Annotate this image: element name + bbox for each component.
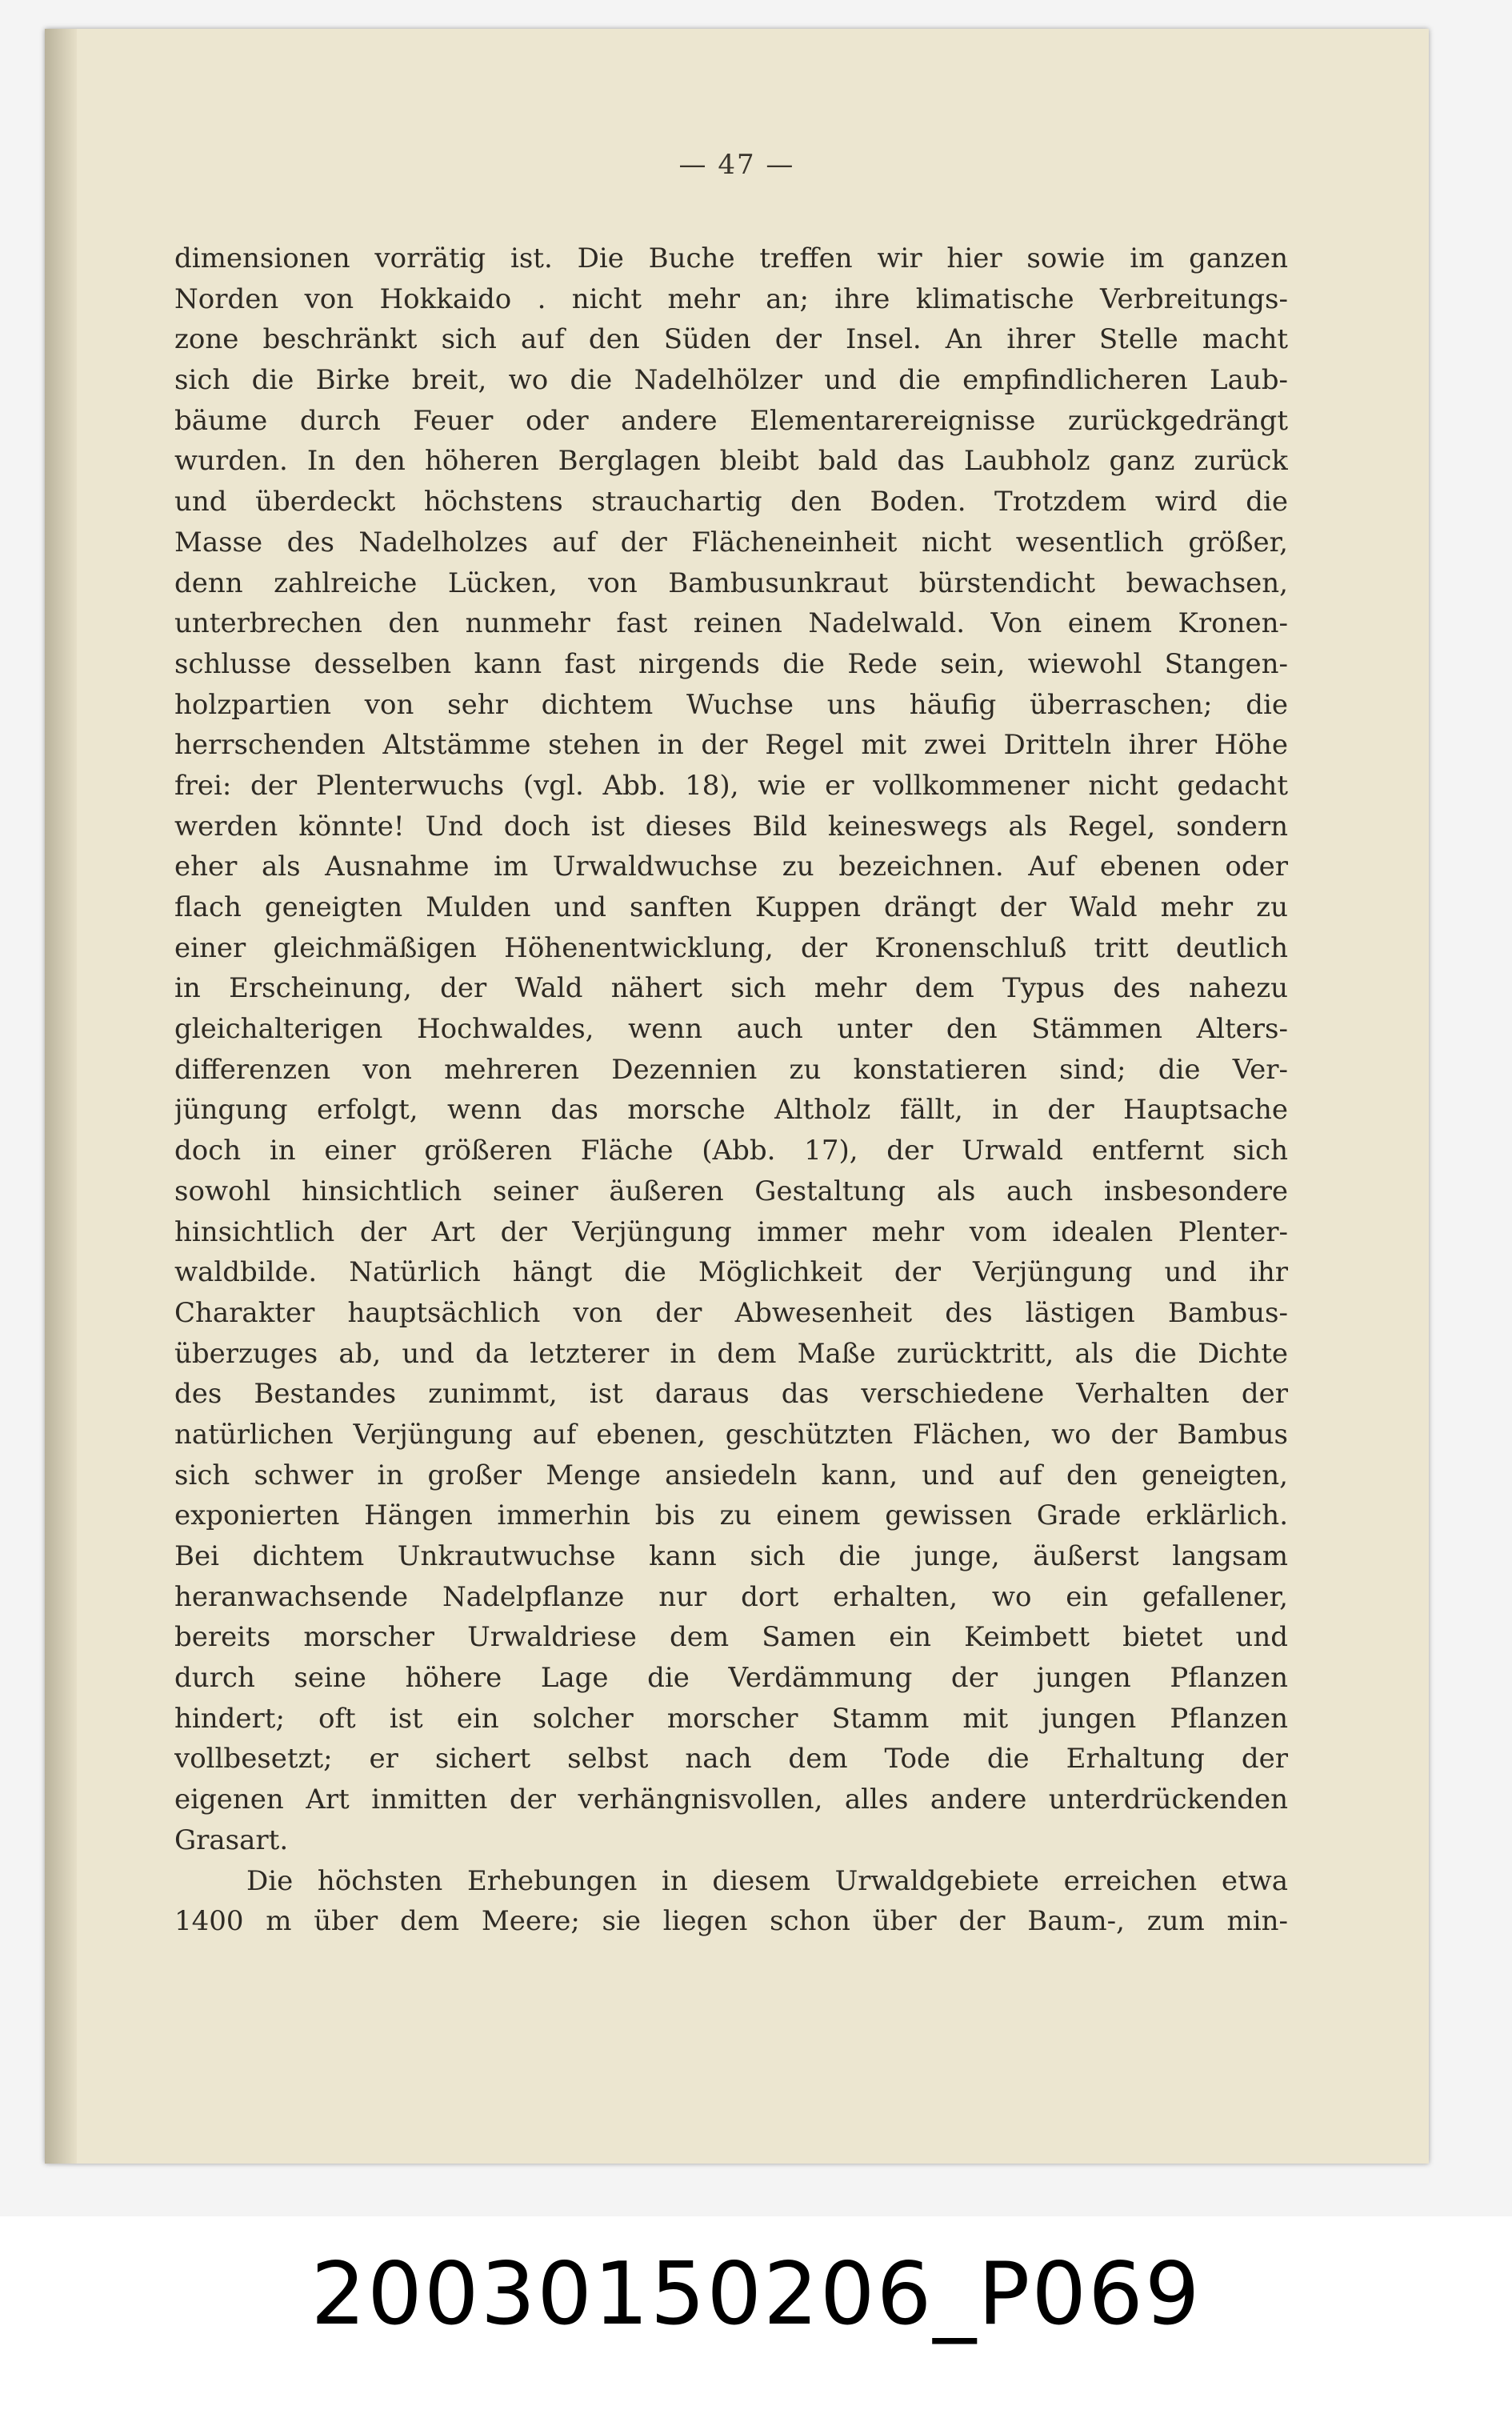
text-line: heranwachsende Nadelpflanze nur dort erhalten, wo ein gefallener, bbox=[174, 1580, 1288, 1613]
text-line: unterbrechen den nunmehr fast reinen Nadelwald. Von einem Kronen- bbox=[174, 607, 1288, 640]
text-line: einer gleichmäßigen Höhenentwicklung, der Kronenschluß tritt deutlich bbox=[174, 931, 1288, 964]
text-line: sich schwer in großer Menge ansiedeln kann, und auf den geneigten, bbox=[174, 1459, 1288, 1491]
page-number: — 47 — bbox=[678, 149, 795, 181]
text-line: schlusse desselben kann fast nirgends die Rede sein, wiewohl Stangen- bbox=[174, 647, 1288, 680]
text-line: herrschenden Altstämme stehen in der Regel mit zwei Dritteln ihrer Höhe bbox=[174, 729, 1288, 762]
text-line: in Erscheinung, der Wald nähert sich mehr dem Typus des nahezu bbox=[174, 972, 1288, 1005]
text-line: wurden. In den höheren Berglagen bleibt bald das Laubholz ganz zurück bbox=[174, 445, 1288, 478]
text-line: bereits morscher Urwaldriese dem Samen ein Keimbett bietet und bbox=[174, 1621, 1288, 1654]
text-line: vollbesetzt; er sichert selbst nach dem Tode die Erhaltung der bbox=[174, 1743, 1288, 1775]
text-line: hinsichtlich der Art der Verjüngung immer mehr vom idealen Plenter- bbox=[174, 1215, 1288, 1248]
text-line: frei: der Plenterwuchs (vgl. Abb. 18), wie er vollkommener nicht gedacht bbox=[174, 769, 1288, 802]
text-line: Charakter hauptsächlich von der Abwesenheit des lästigen Bambus- bbox=[174, 1296, 1288, 1329]
text-line: waldbilde. Natürlich hängt die Möglichkeit der Verjüngung und ihr bbox=[174, 1256, 1288, 1289]
text-line: sich die Birke breit, wo die Nadelhölzer und die empfindlicheren Laub- bbox=[174, 364, 1288, 397]
text-line: Masse des Nadelholzes auf der Flächeneinheit nicht wesentlich größer, bbox=[174, 526, 1288, 558]
text-line: 1400 m über dem Meere; sie liegen schon über der Baum-, zum min- bbox=[174, 1905, 1288, 1938]
text-line: gleichalterigen Hochwaldes, wenn auch unter den Stämmen Alters- bbox=[174, 1013, 1288, 1046]
text-line: und überdeckt höchstens strauchartig den Boden. Trotzdem wird die bbox=[174, 486, 1288, 518]
text-line: werden könnte! Und doch ist dieses Bild keineswegs als Regel, sondern bbox=[174, 810, 1288, 843]
text-line: bäume durch Feuer oder andere Elementarereignisse zurückgedrängt bbox=[174, 404, 1288, 437]
catalog-id-label: 20030150206_P069 bbox=[310, 2244, 1202, 2344]
text-line: jüngung erfolgt, wenn das morsche Altholz fällt, in der Hauptsache bbox=[174, 1094, 1288, 1127]
text-line: sowohl hinsichtlich seiner äußeren Gestaltung als auch insbesondere bbox=[174, 1175, 1288, 1207]
text-line: holzpartien von sehr dichtem Wuchse uns häufig überraschen; die bbox=[174, 688, 1288, 721]
text-line: Norden von Hokkaido . nicht mehr an; ihre klimatische Verbreitungs- bbox=[174, 282, 1288, 315]
text-line: zone beschränkt sich auf den Süden der Insel. An ihrer Stelle macht bbox=[174, 323, 1288, 356]
text-line: des Bestandes zunimmt, ist daraus das verschiedene Verhalten der bbox=[174, 1378, 1288, 1411]
text-line: flach geneigten Mulden und sanften Kuppen drängt der Wald mehr zu bbox=[174, 891, 1288, 923]
binding-gutter bbox=[45, 29, 77, 2164]
text-line: differenzen von mehreren Dezennien zu konstatieren sind; die Ver- bbox=[174, 1053, 1288, 1086]
text-line: durch seine höhere Lage die Verdämmung der jungen Pflanzen bbox=[174, 1662, 1288, 1695]
text-line: doch in einer größeren Fläche (Abb. 17), der Urwald entfernt sich bbox=[174, 1135, 1288, 1167]
text-line: exponierten Hängen immerhin bis zu einem gewissen Grade erklärlich. bbox=[174, 1499, 1288, 1532]
text-line: hindert; oft ist ein solcher morscher Stamm mit jungen Pflanzen bbox=[174, 1702, 1288, 1735]
text-line: eigenen Art inmitten der verhängnisvollen, alles andere unterdrückenden bbox=[174, 1783, 1288, 1816]
body-text bbox=[174, 238, 1288, 1942]
paragraph-end-line: Grasart. bbox=[174, 1824, 289, 1856]
text-line: Bei dichtem Unkrautwuchse kann sich die junge, äußerst langsam bbox=[174, 1540, 1288, 1572]
text-line: natürlichen Verjüngung auf ebenen, geschützten Flächen, wo der Bambus bbox=[174, 1418, 1288, 1451]
text-line: dimensionen vorrätig ist. Die Buche treffen wir hier sowie im ganzen bbox=[174, 242, 1288, 274]
text-line: überzuges ab, und da letzterer in dem Maße zurücktritt, als die Dichte bbox=[174, 1337, 1288, 1370]
text-line: eher als Ausnahme im Urwaldwuchse zu bezeichnen. Auf ebenen oder bbox=[174, 851, 1288, 883]
text-line: denn zahlreiche Lücken, von Bambusunkraut bürstendicht bewachsen, bbox=[174, 566, 1288, 599]
paragraph-start-line: Die höchsten Erhebungen in diesem Urwaldgebiete erreichen etwa bbox=[246, 1864, 1288, 1897]
book-page bbox=[45, 29, 1429, 2164]
